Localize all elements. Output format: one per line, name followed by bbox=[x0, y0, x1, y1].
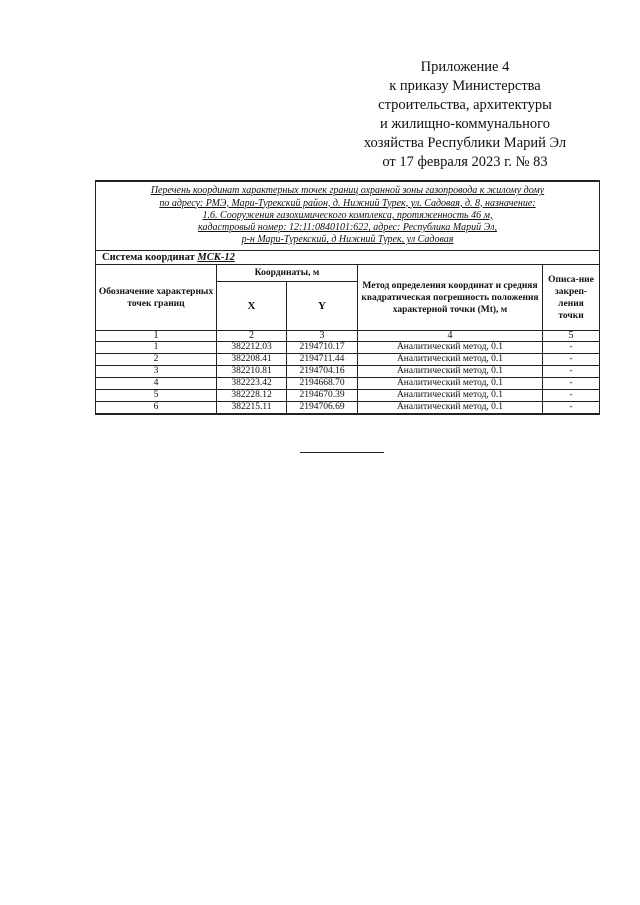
column-number: 3 bbox=[287, 331, 358, 342]
cell-x: 382215.11 bbox=[217, 402, 287, 415]
cell-description: - bbox=[543, 366, 600, 378]
cell-description: - bbox=[543, 342, 600, 354]
cell-y: 2194706.69 bbox=[287, 402, 358, 415]
cell-x: 382210.81 bbox=[217, 366, 287, 378]
cell-method: Аналитический метод, 0.1 bbox=[358, 342, 543, 354]
cell-description: - bbox=[543, 390, 600, 402]
table-row bbox=[96, 402, 600, 415]
cell-x: 382208.41 bbox=[217, 354, 287, 366]
column-numbers-row bbox=[96, 331, 600, 342]
coordinates-table bbox=[95, 180, 600, 415]
coordinate-system-label: Система координат bbox=[102, 252, 195, 263]
coordinate-system bbox=[96, 251, 600, 265]
cell-method: Аналитический метод, 0.1 bbox=[358, 402, 543, 415]
header-line: хозяйства Республики Марий Эл bbox=[363, 135, 567, 151]
table-title-line: Перечень координат характерных точек границ охранной зоны газопровода к жилому дому bbox=[150, 185, 545, 197]
column-number: 4 bbox=[358, 331, 543, 342]
coordinate-system-name: МСК-12 bbox=[197, 252, 235, 263]
table-title bbox=[96, 181, 600, 251]
cell-method: Аналитический метод, 0.1 bbox=[358, 378, 543, 390]
column-number: 1 bbox=[96, 331, 217, 342]
table-title-line: 1.6. Сооружения газохимического комплекса, протяженность 46 м, bbox=[202, 209, 493, 221]
end-divider bbox=[300, 452, 384, 453]
column-number: 2 bbox=[217, 331, 287, 342]
table-title-line: кадастровый номер: 12:11:0840101:622, адрес: Республика Марий Эл, bbox=[198, 222, 497, 234]
cell-point: 2 bbox=[96, 354, 217, 366]
table-row bbox=[96, 342, 600, 354]
cell-method: Аналитический метод, 0.1 bbox=[358, 390, 543, 402]
header-line: к приказу Министерства bbox=[389, 78, 541, 94]
table-row bbox=[96, 366, 600, 378]
table-row bbox=[96, 378, 600, 390]
cell-y: 2194710.17 bbox=[287, 342, 358, 354]
header-line: от 17 февраля 2023 г. № 83 bbox=[382, 154, 548, 170]
cell-method: Аналитический метод, 0.1 bbox=[358, 366, 543, 378]
cell-x: 382223.42 bbox=[217, 378, 287, 390]
cell-description: - bbox=[543, 378, 600, 390]
header-line: строительства, архитектуры bbox=[378, 97, 552, 113]
cell-y: 2194668.70 bbox=[287, 378, 358, 390]
header-description: Описа-ние закреп-ления точки bbox=[543, 265, 600, 331]
cell-point: 1 bbox=[96, 342, 217, 354]
table-title-line: по адресу: РМЭ, Мари-Турекский район, д. Нижний Турек, ул. Садовая, д. 8, назначение: bbox=[159, 197, 536, 209]
header-point: Обозначение характерных точек границ bbox=[96, 265, 217, 331]
table-row bbox=[96, 390, 600, 402]
cell-x: 382212.03 bbox=[217, 342, 287, 354]
cell-x: 382228.12 bbox=[217, 390, 287, 402]
cell-method: Аналитический метод, 0.1 bbox=[358, 354, 543, 366]
cell-point: 4 bbox=[96, 378, 217, 390]
cell-point: 6 bbox=[96, 402, 217, 415]
table-row bbox=[96, 354, 600, 366]
header-y: Y bbox=[287, 282, 358, 331]
header-x: X bbox=[217, 282, 287, 331]
column-number: 5 bbox=[543, 331, 600, 342]
cell-point: 5 bbox=[96, 390, 217, 402]
header-line: Приложение 4 bbox=[420, 59, 510, 75]
appendix-header bbox=[340, 58, 590, 172]
cell-description: - bbox=[543, 402, 600, 415]
cell-y: 2194711.44 bbox=[287, 354, 358, 366]
cell-description: - bbox=[543, 354, 600, 366]
header-coords: Координаты, м bbox=[217, 265, 358, 282]
header-method: Метод определения координат и средняя квадратическая погрешность положения характерной точки (Mt), м bbox=[358, 265, 543, 331]
header-line: и жилищно-коммунального bbox=[379, 116, 551, 132]
table-title-line: р-н Мари-Турекский, д Нижний Турек, ул Садовая bbox=[241, 234, 454, 246]
cell-y: 2194704.16 bbox=[287, 366, 358, 378]
cell-y: 2194670.39 bbox=[287, 390, 358, 402]
cell-point: 3 bbox=[96, 366, 217, 378]
